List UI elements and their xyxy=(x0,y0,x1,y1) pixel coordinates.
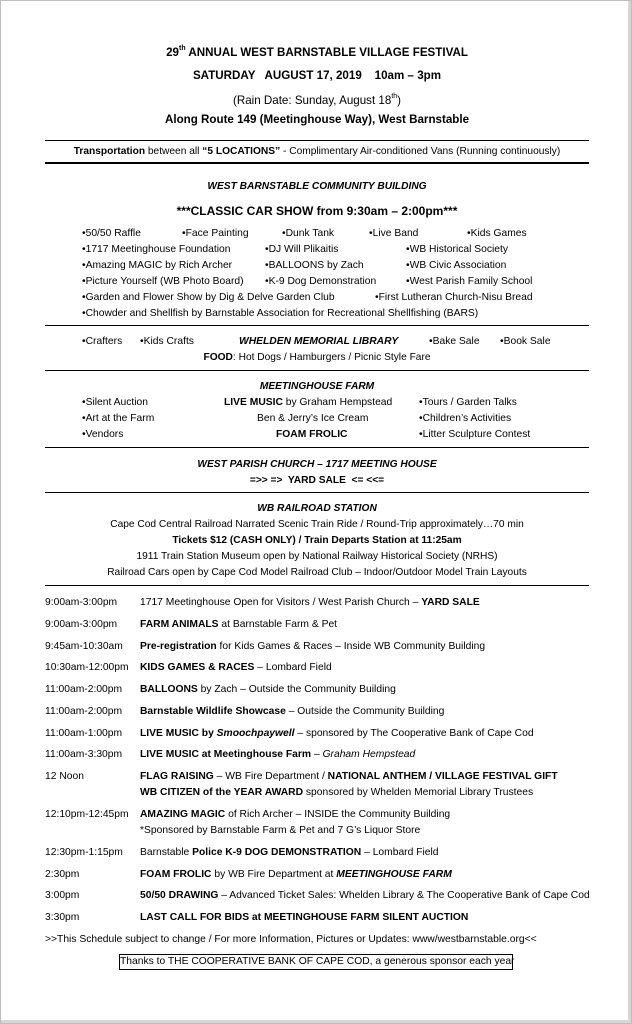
community-building-heading: WEST BARNSTABLE COMMUNITY BUILDING xyxy=(207,181,427,192)
list-item: •Silent Auction xyxy=(82,397,148,408)
sponsor-thanks: Thanks to THE COOPERATIVE BANK OF CAPE COD, a generous sponsor each year xyxy=(119,954,513,970)
schedule-desc: KIDS GAMES & RACES – Lombard Field xyxy=(140,662,332,673)
classic-car-show: ***CLASSIC CAR SHOW from 9:30am – 2:00pm*** xyxy=(176,204,458,218)
schedule-desc: *Sponsored by Barnstable Farm & Pet and 7 G’s Liquor Store xyxy=(140,825,421,836)
list-item: •K-9 Dog Demonstration xyxy=(265,276,377,287)
transportation-note: Transportation between all “5 LOCATIONS” - Complimentary Air-conditioned Vans (Running continuously) xyxy=(73,146,561,157)
railroad-line: 1911 Train Station Museum open by National Railway Historical Society (NRHS) xyxy=(136,551,498,562)
list-item: •Litter Sculpture Contest xyxy=(419,429,531,440)
schedule-time: 12:10pm-12:45pm xyxy=(45,809,129,820)
farm-ice-cream: Ben & Jerry’s Ice Cream xyxy=(257,413,369,424)
festival-location: Along Route 149 (Meetinghouse Way), West Barnstable xyxy=(164,113,470,126)
list-item: •Garden and Flower Show by Dig & Delve Garden Club xyxy=(82,292,335,303)
schedule-note: >>This Schedule subject to change / For more Information, Pictures or Updates: www/westbarnstable.org<< xyxy=(45,934,537,945)
meetinghouse-farm-heading: MEETINGHOUSE FARM xyxy=(259,381,375,392)
list-item: •Kids Games xyxy=(467,228,527,239)
divider xyxy=(45,370,589,371)
divider xyxy=(45,325,589,326)
list-item: •Crafters xyxy=(82,336,123,347)
list-item: •Kids Crafts xyxy=(140,336,194,347)
list-item: •Art at the Farm xyxy=(82,413,155,424)
schedule-desc: FARM ANIMALS at Barnstable Farm & Pet xyxy=(140,619,338,630)
list-item: •Tours / Garden Talks xyxy=(419,397,517,408)
schedule-time: 3:00pm xyxy=(45,890,80,901)
list-item: •Bake Sale xyxy=(429,336,480,347)
schedule-time: 11:00am-1:00pm xyxy=(45,728,123,739)
list-item: •50/50 Raffle xyxy=(82,228,141,239)
schedule-desc: LAST CALL FOR BIDS at MEETINGHOUSE FARM SILENT AUCTION xyxy=(140,912,469,923)
schedule-time: 11:00am-2:00pm xyxy=(45,684,123,695)
schedule-desc: FLAG RAISING – WB Fire Department / NATIONAL ANTHEM / VILLAGE FESTIVAL GIFT xyxy=(140,771,558,782)
schedule-desc: BALLOONS by Zach – Outside the Community Building xyxy=(140,684,396,695)
schedule-time: 2:30pm xyxy=(45,869,80,880)
schedule-time: 9:45am-10:30am xyxy=(45,641,123,652)
schedule-time: 12 Noon xyxy=(45,771,84,782)
list-item: •Face Painting xyxy=(182,228,249,239)
list-item: •Children’s Activities xyxy=(419,413,512,424)
divider xyxy=(45,447,589,448)
list-item: •BALLOONS by Zach xyxy=(265,260,364,271)
schedule-desc: FOAM FROLIC by WB Fire Department at MEETINGHOUSE FARM xyxy=(140,869,452,880)
farm-live-music: LIVE MUSIC by Graham Hempstead xyxy=(224,397,393,408)
schedule-desc: Barnstable Police K-9 DOG DEMONSTRATION – Lombard Field xyxy=(140,847,439,858)
list-item: •West Parish Family School xyxy=(406,276,533,287)
festival-date: SATURDAY AUGUST 17, 2019 10am – 3pm xyxy=(192,69,442,82)
railroad-line: Railroad Cars open by Cape Cod Model Railroad Club – Indoor/Outdoor Model Train Layouts xyxy=(107,567,527,578)
schedule-desc: LIVE MUSIC by Smoochpaywell – sponsored by The Cooperative Bank of Cape Cod xyxy=(140,728,534,739)
divider xyxy=(45,162,589,164)
list-item: •Chowder and Shellfish by Barnstable Association for Recreational Shellfishing (BARS) xyxy=(82,308,479,319)
list-item: •1717 Meetinghouse Foundation xyxy=(82,244,231,255)
schedule-desc: WB CITIZEN of the YEAR AWARD sponsored by Whelden Memorial Library Trustees xyxy=(140,787,534,798)
schedule-time: 9:00am-3:00pm xyxy=(45,597,118,608)
schedule-time: 11:00am-3:30pm xyxy=(45,749,123,760)
list-item: •Dunk Tank xyxy=(282,228,335,239)
railroad-tickets: Tickets $12 (CASH ONLY) / Train Departs Station at 11:25am xyxy=(172,535,462,546)
list-item: •WB Historical Society xyxy=(406,244,509,255)
church-heading: WEST PARISH CHURCH – 1717 MEETING HOUSE xyxy=(197,459,437,470)
library-heading: WHELDEN MEMORIAL LIBRARY xyxy=(239,336,399,347)
list-item: •Amazing MAGIC by Rich Archer xyxy=(82,260,233,271)
list-item: •WB Civic Association xyxy=(406,260,507,271)
farm-foam-frolic: FOAM FROLIC xyxy=(276,429,348,440)
schedule-time: 12:30pm-1:15pm xyxy=(45,847,123,858)
list-item: •DJ Will Plikaitis xyxy=(265,244,339,255)
railroad-line: Cape Cod Central Railroad Narrated Scenic Train Ride / Round-Trip approximately…70 min xyxy=(110,519,524,530)
schedule-time: 3:30pm xyxy=(45,912,80,923)
list-item: •Picture Yourself (WB Photo Board) xyxy=(82,276,244,287)
festival-title: 29th ANNUAL WEST BARNSTABLE VILLAGE FESTIVAL xyxy=(166,45,468,59)
schedule-desc: AMAZING MAGIC of Rich Archer – INSIDE the Community Building xyxy=(140,809,451,820)
schedule-time: 9:00am-3:00pm xyxy=(45,619,118,630)
schedule-desc: 1717 Meetinghouse Open for Visitors / West Parish Church – YARD SALE xyxy=(140,597,480,608)
list-item: •Book Sale xyxy=(500,336,551,347)
list-item: •Live Band xyxy=(369,228,419,239)
list-item: •Vendors xyxy=(82,429,124,440)
schedule-desc: 50/50 DRAWING – Advanced Ticket Sales: Whelden Library & The Cooperative Bank of Cape Cod xyxy=(140,890,590,901)
divider xyxy=(45,140,589,141)
schedule-desc: Pre-registration for Kids Games & Races – Inside WB Community Building xyxy=(140,641,486,652)
railroad-heading: WB RAILROAD STATION xyxy=(257,503,377,514)
schedule-time: 11:00am-2:00pm xyxy=(45,706,123,717)
yard-sale: =>> => YARD SALE <= <<= xyxy=(249,475,385,486)
rain-date: (Rain Date: Sunday, August 18th) xyxy=(232,93,402,107)
divider xyxy=(45,492,589,493)
library-food: FOOD: Hot Dogs / Hamburgers / Picnic Style Fare xyxy=(203,352,431,363)
divider xyxy=(45,585,589,586)
list-item: •First Lutheran Church-Nisu Bread xyxy=(375,292,533,303)
schedule-desc: LIVE MUSIC at Meetinghouse Farm – Graham Hempstead xyxy=(140,749,416,760)
schedule-time: 10:30am-12:00pm xyxy=(45,662,129,673)
schedule-desc: Barnstable Wildlife Showcase – Outside the Community Building xyxy=(140,706,445,717)
